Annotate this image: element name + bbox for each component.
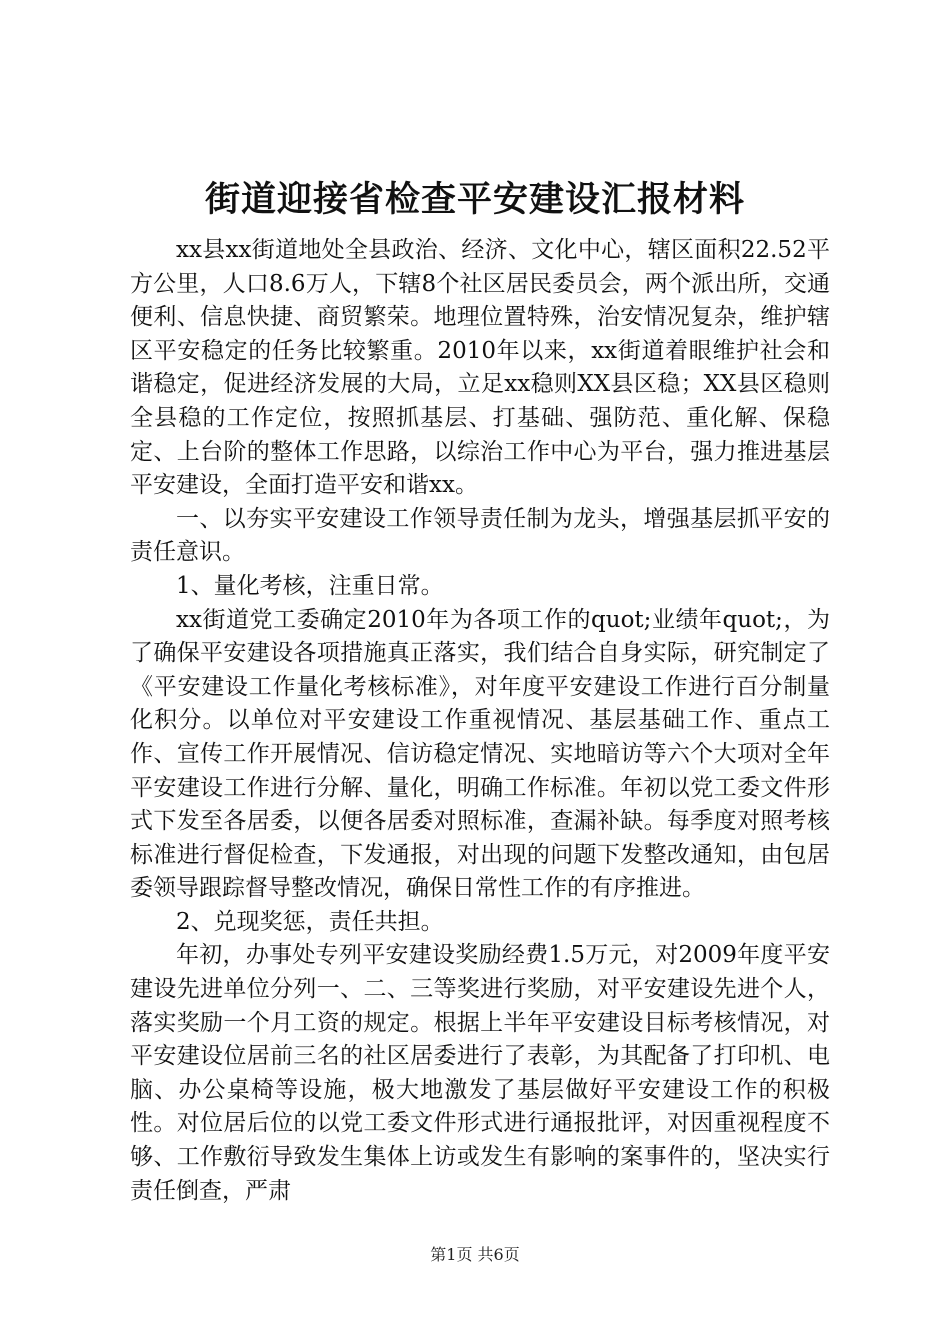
document-title: 街道迎接省检查平安建设汇报材料 bbox=[204, 179, 745, 220]
subsection-heading-2: 2、兑现奖惩，责任共担。 bbox=[176, 908, 444, 935]
paragraph-rewards-penalties: 年初，办事处专列平安建设奖励经费1.5万元，对2009年度平安建设先进单位分列一、二、三等奖进行奖励，对平安建设先进个人，落实奖励一个月工资的规定。根据上半年平安建设目标考核情况，对平安建设位居前三名的社区居委进行了表彰，为其配备了打印机、电脑、办公桌椅等设施，极大地激发了基层做好平安建设工作的积极性。对位居后位的以党工委文件形式进行通报批评，对因重视程度不够、工作敷衍导致发生集体上访或发生有影响的案事件的，坚决实行责任倒查，严肃 bbox=[130, 942, 830, 1204]
subsection-heading-1: 1、量化考核，注重日常。 bbox=[176, 572, 444, 599]
section-heading-1: 一、以夯实平安建设工作领导责任制为龙头，增强基层抓平安的责任意识。 bbox=[130, 505, 830, 566]
document-body bbox=[130, 234, 830, 1208]
page-footer: 第1页 共6页 bbox=[430, 1245, 520, 1264]
paragraph-quantified-assessment: xx街道党工委确定2010年为各项工作的quot;业绩年quot;，为了确保平安建设各项措施真正落实，我们结合自身实际，研究制定了《平安建设工作量化考核标准》，对年度平安建设工作进行百分制量化积分。以单位对平安建设工作重视情况、基层基础工作、重点工作、宣传工作开展情况、信访稳定情况、实地暗访等六个大项对全年平安建设工作进行分解、量化，明确工作标准。年初以党工委文件形式下发至各居委，以便各居委对照标准，查漏补缺。每季度对照考核标准进行督促检查，下发通报，对出现的问题下发整改通知，由包居委领导跟踪督导整改情况，确保日常性工作的有序推进。 bbox=[130, 606, 830, 902]
paragraph-intro: xx县xx街道地处全县政治、经济、文化中心，辖区面积22.52平方公里，人口8.6万人，下辖8个社区居民委员会，两个派出所，交通便利、信息快捷、商贸繁荣。地理位置特殊，治安情况复杂，维护辖区平安稳定的任务比较繁重。2010年以来，xx街道着眼维护社会和谐稳定，促进经济发展的大局，立足xx稳则XX县区稳；XX县区稳则全县稳的工作定位，按照抓基层、打基础、强防范、重化解、保稳定、上台阶的整体工作思路，以综治工作中心为平台，强力推进基层平安建设，全面打造平安和谐xx。 bbox=[130, 237, 830, 499]
